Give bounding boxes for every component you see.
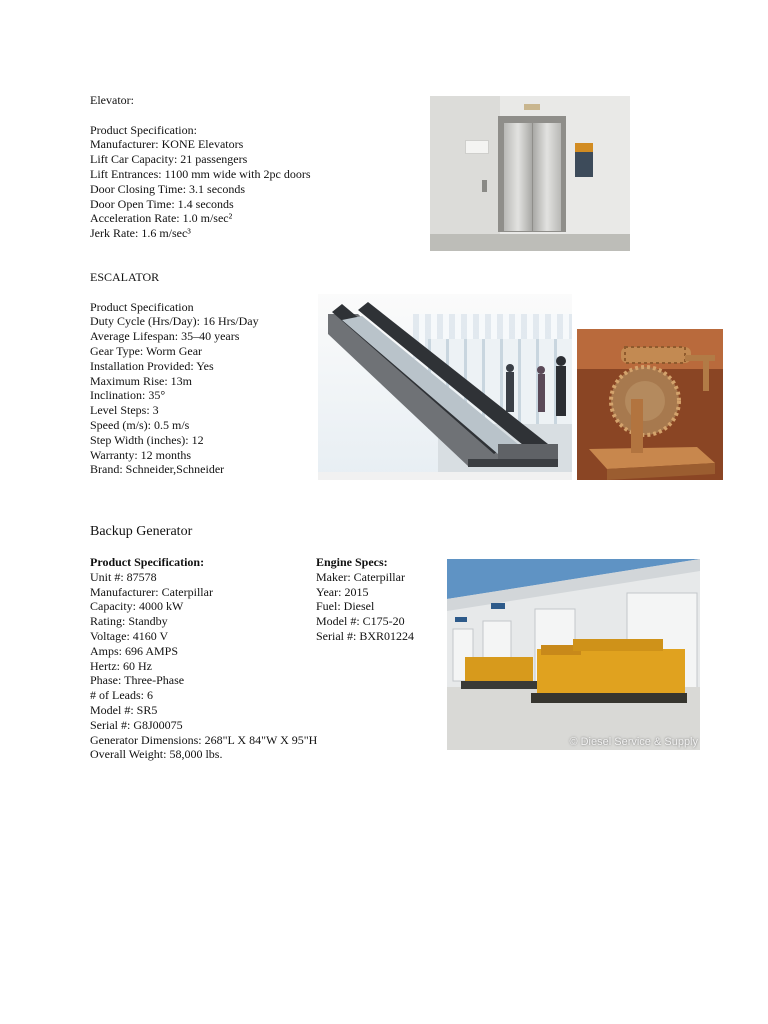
generator-spec-line: Hertz: 60 Hz xyxy=(90,658,152,673)
generator-spec-line: Generator Dimensions: 268"L X 84"W X 95"H xyxy=(90,732,318,747)
generator-spec-line: Model #: SR5 xyxy=(90,702,158,717)
elevator-section xyxy=(90,93,311,241)
generator-spec-line: Manufacturer: Caterpillar xyxy=(90,584,213,599)
elevator-title: Elevator: xyxy=(90,93,134,107)
generator-spec-line: Unit #: 87578 xyxy=(90,569,157,584)
gear-photo xyxy=(577,329,723,480)
escalator-spec-line: Gear Type: Worm Gear xyxy=(90,343,203,358)
escalator-title: ESCALATOR xyxy=(90,270,160,284)
elevator-spec-line: Jerk Rate: 1.6 m/sec³ xyxy=(90,226,191,241)
escalator-spec-heading: Product Specification xyxy=(90,299,194,314)
engine-spec-line: Maker: Caterpillar xyxy=(316,569,405,584)
generator-spec-line: Amps: 696 AMPS xyxy=(90,643,179,658)
elevator-spec-line: Door Closing Time: 3.1 seconds xyxy=(90,181,246,196)
escalator-section xyxy=(90,270,259,477)
generator-spec-line: Rating: Standby xyxy=(90,614,168,629)
escalator-spec-line: Inclination: 35° xyxy=(90,388,166,403)
elevator-photo xyxy=(430,96,630,251)
escalator-spec-line: Level Steps: 3 xyxy=(90,403,159,418)
generator-product-specs xyxy=(90,555,317,762)
generator-spec-line: Capacity: 4000 kW xyxy=(90,599,184,614)
generator-title: Backup Generator xyxy=(90,524,193,539)
escalator-spec-line: Speed (m/s): 0.5 m/s xyxy=(90,417,190,432)
escalator-photo xyxy=(318,294,572,480)
escalator-spec-line: Installation Provided: Yes xyxy=(90,358,214,373)
generator-spec-line: Overall Weight: 58,000 lbs. xyxy=(90,747,223,762)
generator-spec-line: Serial #: G8J00075 xyxy=(90,717,183,732)
generator-spec-line: # of Leads: 6 xyxy=(90,688,153,703)
generator-photo xyxy=(447,559,700,750)
elevator-spec-line: Acceleration Rate: 1.0 m/sec² xyxy=(90,211,233,226)
elevator-spec-line: Door Open Time: 1.4 seconds xyxy=(90,196,234,211)
engine-spec-line: Model #: C175-20 xyxy=(316,614,405,629)
generator-engine-specs xyxy=(316,555,414,644)
photo-watermark: © Diesel Service & Supply xyxy=(569,736,698,748)
generator-spec-line: Phase: Three-Phase xyxy=(90,673,185,688)
escalator-spec-line: Maximum Rise: 13m xyxy=(90,373,192,388)
escalator-spec-line: Warranty: 12 months xyxy=(90,447,192,462)
engine-spec-line: Year: 2015 xyxy=(316,584,369,599)
engine-spec-line: Serial #: BXR01224 xyxy=(316,628,414,643)
escalator-spec-line: Average Lifespan: 35–40 years xyxy=(90,329,240,344)
elevator-spec-heading: Product Specification: xyxy=(90,122,197,137)
escalator-spec-line: Duty Cycle (Hrs/Day): 16 Hrs/Day xyxy=(90,314,259,329)
escalator-spec-line: Brand: Schneider,Schneider xyxy=(90,462,225,477)
generator-spec-line: Voltage: 4160 V xyxy=(90,628,169,643)
engine-spec-line: Fuel: Diesel xyxy=(316,599,375,614)
elevator-spec-line: Manufacturer: KONE Elevators xyxy=(90,137,244,152)
generator-engine-heading: Engine Specs: xyxy=(316,555,388,569)
elevator-spec-line: Lift Entrances: 1100 mm wide with 2pc doors xyxy=(90,166,311,181)
generator-product-heading: Product Specification: xyxy=(90,555,205,569)
escalator-spec-line: Step Width (inches): 12 xyxy=(90,432,204,447)
elevator-spec-line: Lift Car Capacity: 21 passengers xyxy=(90,152,248,167)
